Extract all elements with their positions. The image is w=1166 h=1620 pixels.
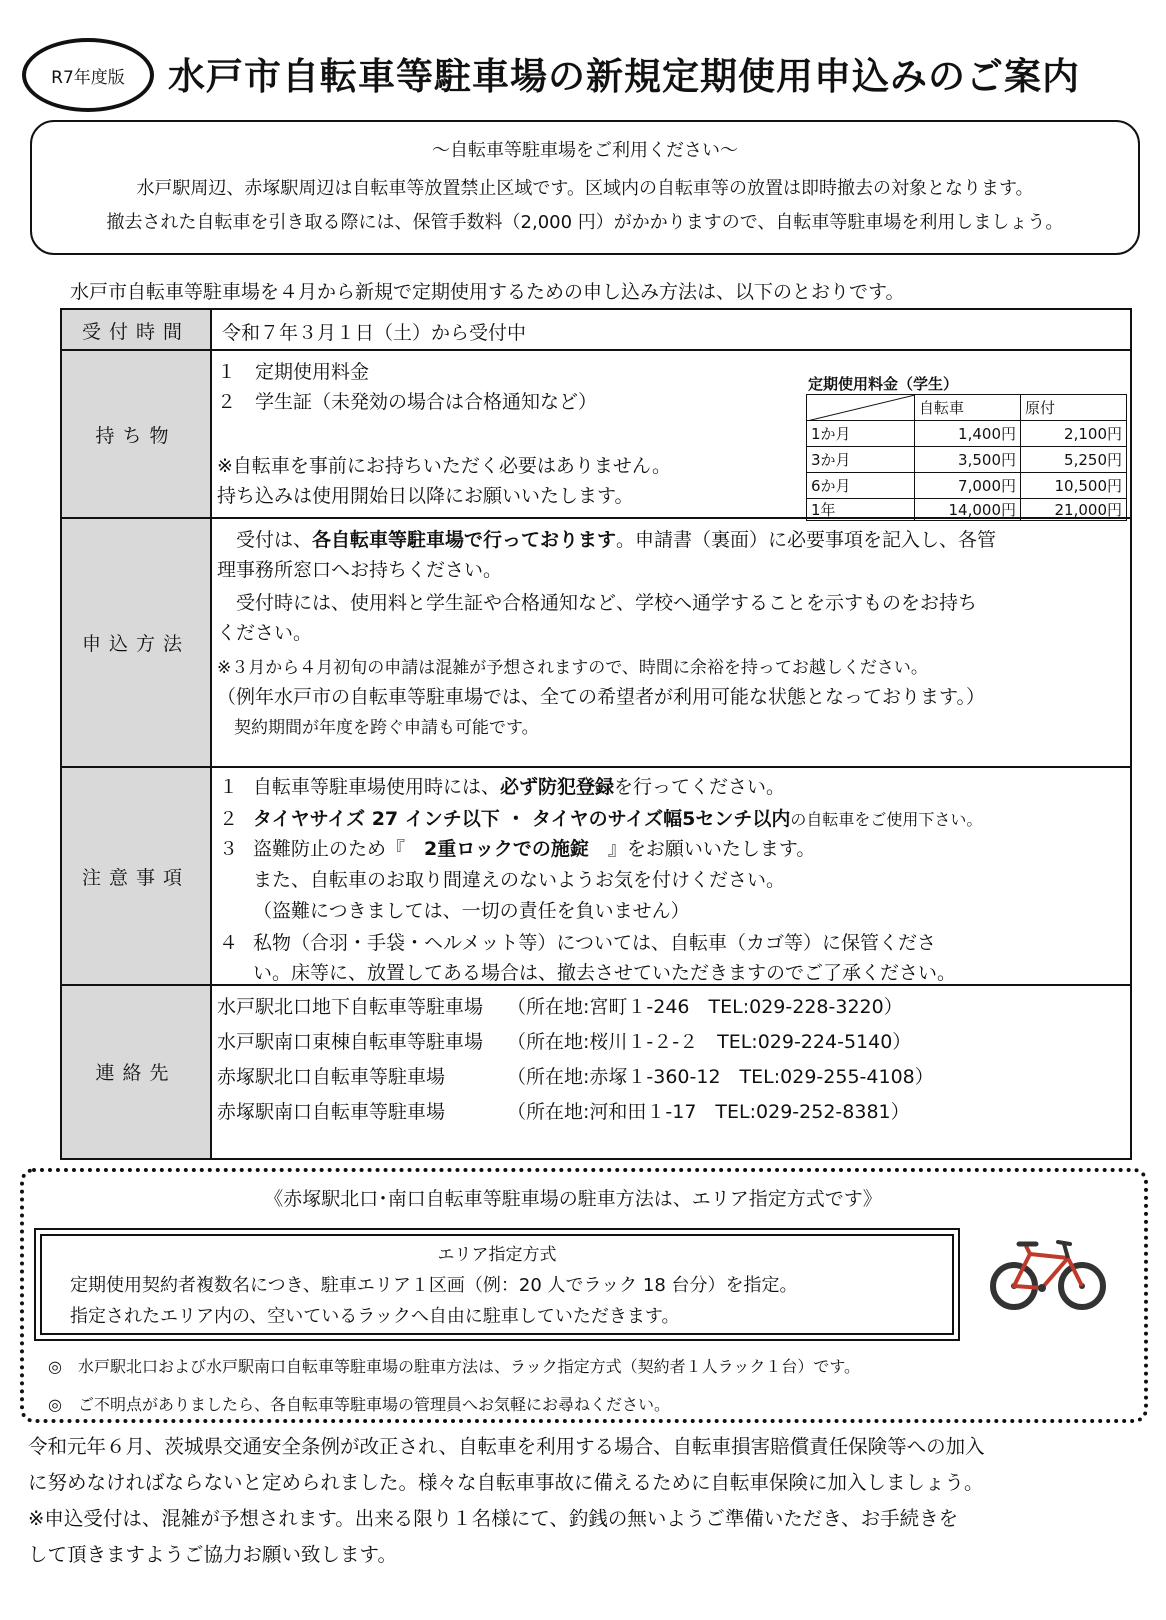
fee-bicycle: 1,400円 <box>915 421 1021 447</box>
method-contract-note: 契約期間が年度を跨ぐ申請も可能です。 <box>217 718 539 738</box>
row-divider <box>62 349 1130 351</box>
notice-4: ４ 私物（合羽・手袋・ヘルメット等）については、自転車（カゴ等）に保管くださ <box>219 932 937 954</box>
footer-line-3: ※申込受付は、混雑が予想されます。出来る限り１名様にて、釣銭の無いようご準備いただき、お手続きを <box>28 1507 959 1530</box>
fee-header-corner <box>807 395 915 421</box>
intro-subtitle: ～自転車等駐車場をご利用ください～ <box>432 140 738 161</box>
fee-row <box>807 499 1127 521</box>
items-label: 持ち物 <box>62 350 212 518</box>
fee-header-moped: 原付 <box>1021 395 1127 421</box>
reception-value: 令和７年３月１日（土）から受付中 <box>222 322 527 344</box>
fee-period: 1年 <box>807 499 915 521</box>
year-badge <box>22 38 154 112</box>
fee-moped: 2,100円 <box>1021 421 1127 447</box>
notice-3-line-2: また、自転車のお取り間違えのないようお気を付けください。 <box>253 869 786 891</box>
diagonal-line <box>807 395 915 421</box>
notice-3-line-3: （盗難につきましては、一切の責任を負いません） <box>253 900 690 922</box>
bicycle-icon <box>990 1232 1106 1314</box>
footer-line-1: 令和元年６月、茨城県交通安全条例が改正され、自転車を利用する場合、自転車損害賠償責任保険等への加入 <box>28 1435 985 1458</box>
notice-2: ２ タイヤサイズ 27 インチ以下 ・ タイヤのサイズ幅5センチ以内の自転車をご使用下さい。 <box>219 808 983 830</box>
fee-period: 3か月 <box>807 447 915 473</box>
fee-table-title: 定期使用料金（学生） <box>808 375 959 393</box>
contacts-label: 連絡先 <box>62 985 212 1158</box>
area-note-2: ◎ ご不明点がありましたら、各自転車等駐車場の管理員へお気軽にお尋ねください。 <box>48 1395 670 1414</box>
method-paragraph-1-line-2: 理事務所窓口へお持ちください。 <box>217 559 503 581</box>
fee-header-row <box>807 395 1127 421</box>
intro-box <box>30 120 1140 255</box>
item-2: ２ 学生証（未発効の場合は合格通知など） <box>217 391 598 413</box>
page-title: 水戸市自転車等駐車場の新規定期使用申込みのご案内 <box>168 55 1080 98</box>
fee-period: 1か月 <box>807 421 915 447</box>
area-note-1: ◎ 水戸駅北口および水戸駅南口自転車等駐車場の駐車方法は、ラック指定方式（契約者１人ラック１台）です。 <box>48 1357 861 1376</box>
method-label: 申込方法 <box>62 518 212 767</box>
area-box-line-1: 定期使用契約者複数名につき、駐車エリア１区画（例：20 人でラック 18 台分）を指定。 <box>70 1275 798 1296</box>
year-badge-label: R7年度版 <box>51 67 125 88</box>
contact-row: 赤塚駅北口自転車等駐車場 （所在地:赤塚１-360-12 TEL:029-255-4108） <box>217 1066 934 1088</box>
fee-table <box>806 394 1127 521</box>
intro-line-2: 撤去された自転車を引き取る際には、保管手数料（2,000 円）がかかりますので、自転車等駐車場を利用しましょう。 <box>106 212 1064 233</box>
fee-moped: 10,500円 <box>1021 473 1127 499</box>
contact-row: 赤塚駅南口自転車等駐車場 （所在地:河和田１-17 TEL:029-252-8381） <box>217 1101 910 1123</box>
intro-line-1: 水戸駅周辺、赤塚駅周辺は自転車等放置禁止区域です。区域内の自転車等の放置は即時撤去の対象となります。 <box>136 178 1034 199</box>
method-paren-note: （例年水戸市の自転車等駐車場では、全ての希望者が利用可能な状態となっております。） <box>217 686 985 708</box>
footer-line-2: に努めなければならないと定められました。様々な自転車事故に備えるために自転車保険に加入しましょう。 <box>28 1471 984 1494</box>
fee-bicycle: 3,500円 <box>915 447 1021 473</box>
notice-3: ３ 盗難防止のため『 2重ロックでの施錠 』をお願いいたします。 <box>219 838 816 860</box>
fee-row <box>807 447 1127 473</box>
notes-label: 注意事項 <box>62 767 212 985</box>
fee-moped: 21,000円 <box>1021 499 1127 521</box>
method-paragraph-2: 受付時には、使用料と学生証や合格通知など、学校へ通学することを示すものをお持ち <box>217 592 978 614</box>
items-note-1: ※自転車を事前にお持ちいただく必要はありません。 <box>217 455 672 477</box>
fee-period: 6か月 <box>807 473 915 499</box>
method-note: ※３月から４月初旬の申請は混雑が予想されますので、時間に余裕を持ってお越しください。 <box>217 658 928 678</box>
area-box-line-2: 指定されたエリア内の、空いているラックへ自由に駐車していただきます。 <box>70 1306 680 1327</box>
area-heading: 《赤塚駅北口･南口自転車等駐車場の駐車方法は、エリア指定方式です》 <box>264 1188 882 1210</box>
items-note-2: 持ち込みは使用開始日以降にお願いいたします。 <box>217 485 634 507</box>
reception-label: 受付時間 <box>62 310 212 350</box>
item-1: １ 定期使用料金 <box>217 361 370 383</box>
method-paragraph-2-line-2: ください。 <box>217 622 313 644</box>
row-divider <box>62 766 1130 768</box>
fee-moped: 5,250円 <box>1021 447 1127 473</box>
fee-row <box>807 473 1127 499</box>
contact-row: 水戸駅北口地下自転車等駐車場 （所在地:宮町１-246 TEL:029-228-3220） <box>217 996 903 1018</box>
fee-row <box>807 421 1127 447</box>
fee-bicycle: 14,000円 <box>915 499 1021 521</box>
notice-1: １ 自転車等駐車場使用時には、必ず防犯登録を行ってください。 <box>219 776 786 798</box>
fee-header-bicycle: 自転車 <box>915 395 1021 421</box>
fee-bicycle: 7,000円 <box>915 473 1021 499</box>
lead-text: 水戸市自転車等駐車場を４月から新規で定期使用するための申し込み方法は、以下のとおりです。 <box>70 281 905 303</box>
method-paragraph-1: 受付は、各自転車等駐車場で行っております。申請書（裏面）に必要事項を記入し、各管 <box>217 529 997 551</box>
contact-row: 水戸駅南口東棟自転車等駐車場 （所在地:桜川１-２-２ TEL:029-224-5140） <box>217 1031 912 1053</box>
notice-4-line-2: い。床等に、放置してある場合は、撤去させていただきますのでご了承ください。 <box>253 962 957 984</box>
area-box-title: エリア指定方式 <box>437 1245 557 1265</box>
footer-line-4: して頂きますようご協力お願い致します。 <box>28 1543 397 1566</box>
